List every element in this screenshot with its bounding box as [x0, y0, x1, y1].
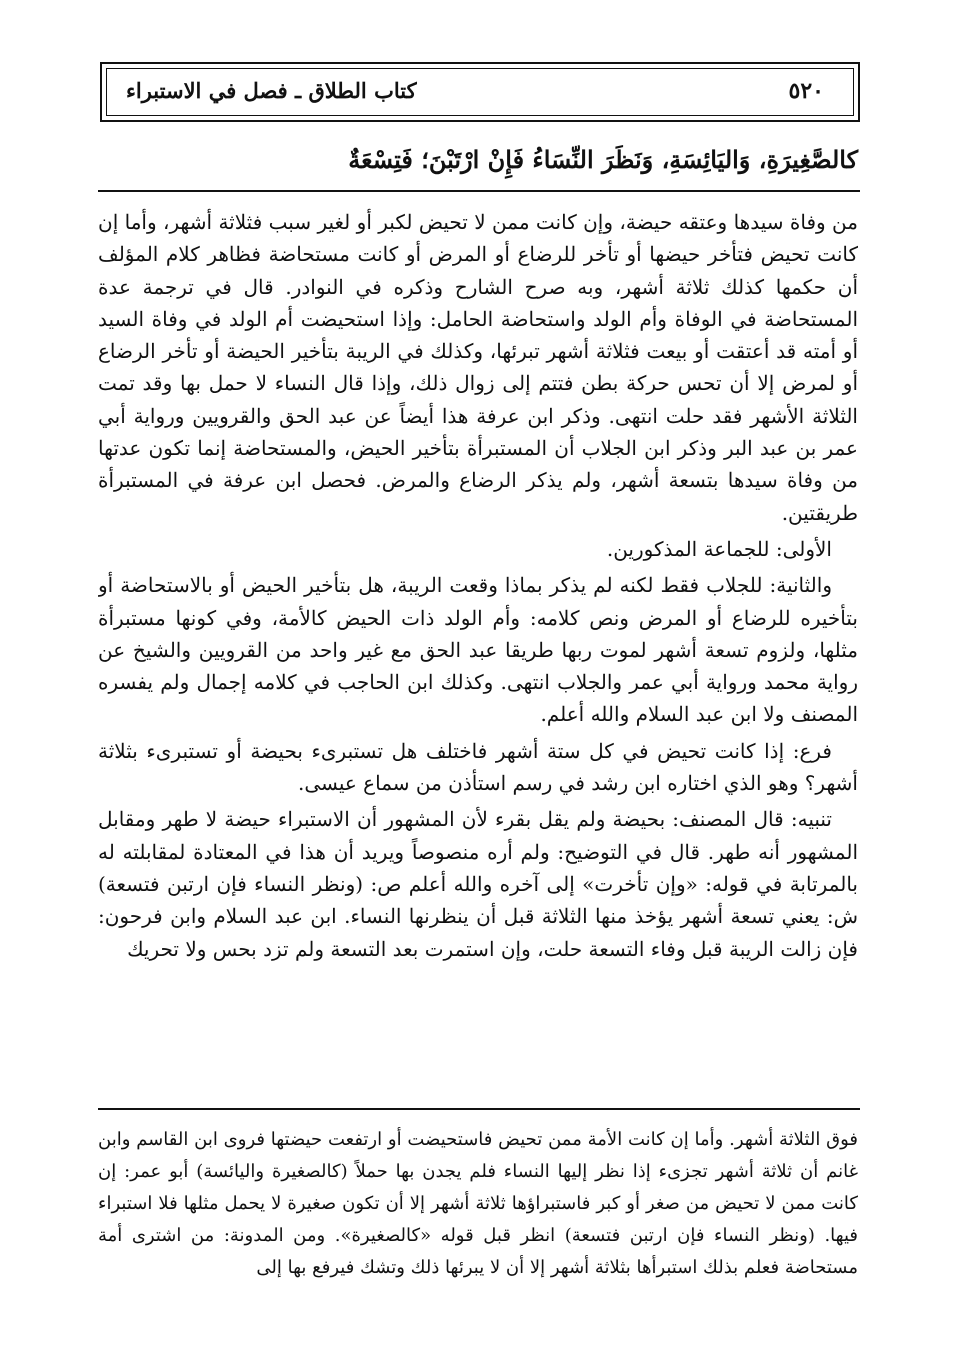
- footnote-divider: [98, 1108, 860, 1110]
- matn-text: كالصَّغِيرَةِ، وَاليَائِسَةِ، وَنَظَرَ النِّسَاءُ فَإِنْ ارْتَبْنَ؛ فَتِسْعَةٌ: [348, 145, 858, 174]
- commentary-body: [98, 206, 858, 1094]
- paragraph: تنبيه: قال المصنف: بحيضة ولم يقل بقرء لأن المشهور أن الاستبراء حيضة لا طهر ومقابل المشهور أنه طهر. قال في التوضيح: ولم أره منصوصاً ويريد أن هذا في المعتادة لمقابلته له بالمرتابة في قوله: «وإن تأخرت» إلى آخره والله أعلم ص: (ونظر النساء فإن ارتبن فتسعة) ش: يعني تسعة أشهر يؤخذ منها الثلاثة قبل أن ينظرنها النساء. ابن عبد السلام وابن فرحون: فإن زالت الريبة قبل وفاء التسعة حلت، وإن استمرت بعد التسعة ولم تزد بحس ولا تحريك: [98, 807, 858, 961]
- footnote-text: فوق الثلاثة أشهر. وأما إن كانت الأمة ممن تحيض فاستحيضت أو ارتفعت حيضتها فروى ابن القاسم وابن غانم أن ثلاثة أشهر تجزىء إذا نظر إليها النساء فلم يجدن بها حملاً (كالصغيرة واليائسة) أبو عمر: إن كانت ممن لا تحيض من صغر أو كبر فاستبراؤها ثلاثة أشهر إلا أن تكون صغيرة لا يحمل مثلها فلا استبراء فيها. (ونظر النساء فإن ارتبن فتسعة) انظر قبل قوله «كالصغيرة». ومن المدونة: من اشترى أمة مستحاضة فعلم بذلك استبرأها بثلاثة أشهر إلا أن لا يبرئها ذلك وتشك فيرفع بها إلى: [98, 1129, 858, 1278]
- paragraph: والثانية: للجلاب فقط لكنه لم يذكر بماذا وقعت الريبة، هل بتأخير الحيض أو بالاستحاضة أو بتأخيره للرضاع أو المرض ونص كلامه: وأم الولد ذات الحيض كالأمة، وفي كونها مستبرأة مثلها، ولزوم تسعة أشهر لموت ربها طريقا عبد الحق مع غير واحد من القرويين والشيخ عن رواية محمد ورواية أبي عمر والجلاب انتهى. وكذلك ابن الحاجب في كلامه إجمال ولم يفسره المصنف ولا ابن عبد السلام والله أعلم.: [98, 573, 858, 727]
- paragraph: الأولى: للجماعة المذكورين.: [606, 536, 832, 561]
- page-header: [100, 62, 860, 122]
- paragraph: فرع: إذا كانت تحيض في كل ستة أشهر فاختلف هل تستبرىء بحيضة أو تستبرىء بثلاثة أشهر؟ وهو الذي اختاره ابن رشد في رسم استأذن من سماع عيسى.: [98, 738, 858, 796]
- page-number: ٥٢٠: [788, 78, 824, 104]
- top-divider: [98, 190, 860, 192]
- running-title: كتاب الطلاق ـ فصل في الاستبراء: [126, 78, 417, 103]
- footnote-section: [98, 1124, 858, 1324]
- paragraph: من وفاة سيدها وعتقه حيضة، وإن كانت ممن لا تحيض لكبر أو لغير سبب فثلاثة أشهر، وأما إن كانت تحيض فتأخر حيضها أو تأخر للرضاع أو المرض أو كانت مستحاضة فظاهر كلام المؤلف أن حكمها كذلك ثلاثة أشهر، وبه صرح الشارح وذكره في النوادر. قال في ترجمة عدة المستحاضة في الوفاة وأم الولد واستحاضة الحامل: وإذا استحيضت أم الولد في وفاة السيد أو أمته قد أعتقت أو بيعت فثلاثة أشهر تبرئها، وكذلك في الريبة بتأخير الحيضة أو تأخر الرضاع أو لمرض إلا أن تحس حركة بطن فتتم إلى زوال ذلك، وإذا قال النساء لا حمل بها وقد تمت الثلاثة الأشهر فقد حلت انتهى. وذكر ابن عرفة هذا أيضاً عن عبد الحق والقرويين ورواية أبي عمر بن عبد البر وذكر ابن الجلاب أن المستبرأة بتأخير الحيض، والمستحاضة إنما تكون عدتها من وفاة سيدها بتسعة أشهر، ولم يذكر الرضاع والمرض. فحصل ابن عرفة في المستبرأة طريقتين.: [98, 210, 858, 525]
